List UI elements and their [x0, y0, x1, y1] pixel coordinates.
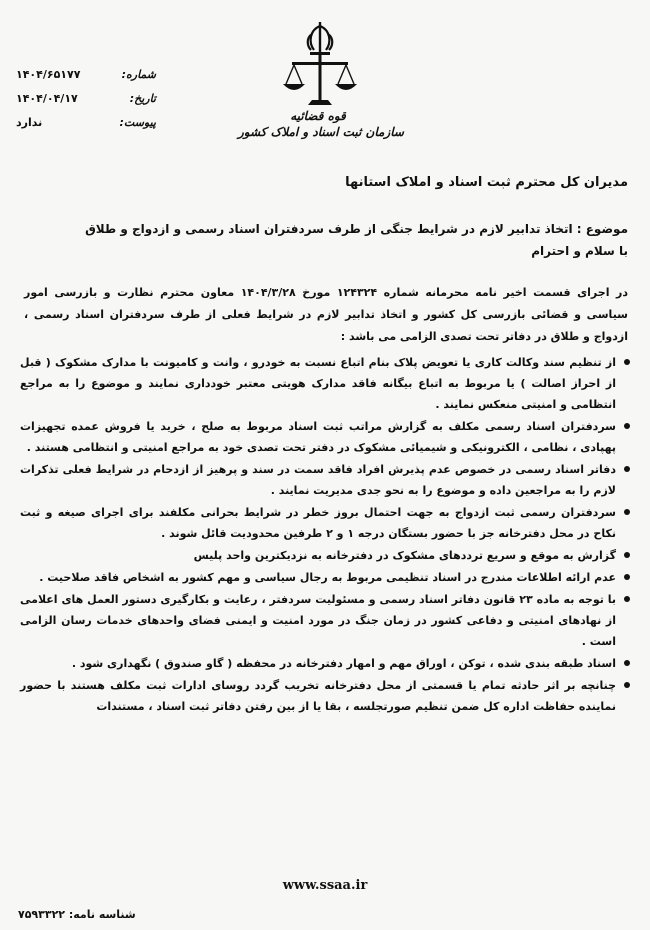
tracking-id	[18, 908, 136, 921]
letter-number-label: شماره:	[121, 67, 156, 81]
letter-number-value: ۱۴۰۴/۶۵۱۷۷	[16, 67, 81, 81]
list-item	[20, 459, 632, 501]
list-item	[20, 653, 632, 674]
letter-date-value: ۱۴۰۴/۰۴/۱۷	[16, 91, 78, 105]
website-link[interactable]: www.ssaa.ir	[282, 878, 368, 893]
letter-meta	[16, 62, 156, 134]
letter-date-label: تاریخ:	[129, 91, 156, 105]
directive-list	[20, 352, 632, 718]
list-item-text: با توجه به ماده ۲۳ قانون دفاتر اسناد رسمی و مسئولیت سردفتر ، رعایت و بکارگیری دستور العمل های اعلامی از نهادهای امنیتی و دفاعی کشور در زمان جنگ در مورد امنیت و ایمنی فضای واحدهای خدمات رسان الزامی است .	[20, 593, 616, 648]
list-item-text: چنانچه بر اثر حادثه تمام یا قسمتی از محل دفترخانه تخریب گردد روسای ادارات ثبت مکلف هستند با حضور نماینده حفاظت اداره کل ضمن تنظیم صورتجلسه ، بقا یا از بین رفتن دفاتر ثبت اسناد ، مستندات	[20, 679, 616, 713]
letter-attachment-label: پیوست:	[119, 115, 156, 129]
list-item	[20, 675, 632, 717]
bullet-icon	[624, 682, 630, 688]
list-item-text: سردفتران اسناد رسمی مکلف به گزارش مراتب ثبت اسناد مربوط به صلح ، خرید یا فروش عمده تجهیزات پهپادی ، نظامی ، الکترونیکی و شیمیائی مشکوک در دفتر تحت تصدی خود به مراجع امنیتی و انتظامی هستند .	[20, 420, 616, 454]
letter-attachment-row	[16, 110, 156, 134]
letter-date-row	[16, 86, 156, 110]
list-item	[20, 545, 632, 566]
organization-name	[238, 108, 404, 140]
addressee: مدیران کل محترم ثبت اسناد و املاک استانها	[345, 175, 628, 190]
bullet-icon	[624, 509, 630, 515]
organization-title: سازمان ثبت اسناد و املاک کشور	[238, 125, 404, 139]
list-item	[20, 567, 632, 588]
list-item	[20, 589, 632, 652]
bullet-icon	[624, 552, 630, 558]
intro-paragraph: در اجرای قسمت اخیر نامه محرمانه شماره ۱۲۴۳۲۴ مورخ ۱۴۰۴/۳/۲۸ معاون محترم نظارت و بازرسی امور سیاسی و قضائی بازرسی کل کشور و اتخاذ تدابیر لازم در شرایط فعلی از طرف سردفتران اسناد رسمی ، ازدواج و طلاق در دفاتر تحت تصدی الزامی می باشد :	[24, 286, 628, 343]
bullet-icon	[624, 466, 630, 472]
list-item-text: اسناد طبقه بندی شده ، توکن ، اوراق مهم و امهار دفترخانه در محفظه ( گاو صندوق ) نگهداری شود .	[71, 657, 616, 670]
judiciary-title: قوه قضائیه	[290, 109, 346, 123]
list-item-text: سردفتران رسمی ثبت ازدواج به جهت احتمال بروز خطر در شرایط بحرانی مکلفند برای اجرای صیغه و ثبت نکاح در محل دفترخانه جز با حضور بستگان درجه ۱ و ۲ طرفین محدودیت قائل شوند .	[20, 506, 616, 540]
bullet-icon	[624, 359, 630, 365]
bullet-icon	[624, 574, 630, 580]
letter-attachment-value: ندارد	[16, 115, 43, 129]
bullet-icon	[624, 596, 630, 602]
list-item-text: از تنظیم سند وکالت کاری یا تعویض پلاک بنام اتباع نسبت به خودرو ، وانت و کامیونت با مدارک مشکوک ( قبل از احراز اصالت ) یا مربوط به اتباع بیگانه فاقد مدارک هویتی معتبر خودداری نمایند و موضوع را به مراجع انتظامی و امنیتی منعکس نمایند .	[20, 356, 616, 411]
list-item	[20, 502, 632, 544]
list-item-text: دفاتر اسناد رسمی در خصوص عدم پذیرش افراد فاقد سمت در سند و پرهیز از ازدحام در شرایط فعلی تذکرات لازم را به مراجعین داده و موضوع را به نحو جدی مدیریت نمایند .	[20, 463, 616, 497]
list-item-text: عدم ارائه اطلاعات مندرج در اسناد تنظیمی مربوط به رجال سیاسی و مهم کشور به اشخاص فاقد صلاحیت .	[39, 571, 616, 584]
list-item	[20, 416, 632, 458]
letter-number-row	[16, 62, 156, 86]
greeting: با سلام و احترام	[531, 244, 628, 258]
bullet-icon	[624, 660, 630, 666]
tracking-id-value: ۷۵۹۳۳۲۲	[18, 908, 65, 921]
list-item	[20, 352, 632, 415]
subject-block	[24, 218, 628, 262]
tracking-id-label: شناسه نامه:	[68, 908, 136, 921]
list-item-text: گزارش به موقع و سریع ترددهای مشکوک در دفترخانه به نزدیکترین واحد پلیس	[193, 549, 616, 562]
subject-line: موضوع : اتخاذ تدابیر لازم در شرایط جنگی از طرف سردفتران اسناد رسمی و ازدواج و طلاق	[85, 222, 628, 236]
bullet-icon	[624, 423, 630, 429]
